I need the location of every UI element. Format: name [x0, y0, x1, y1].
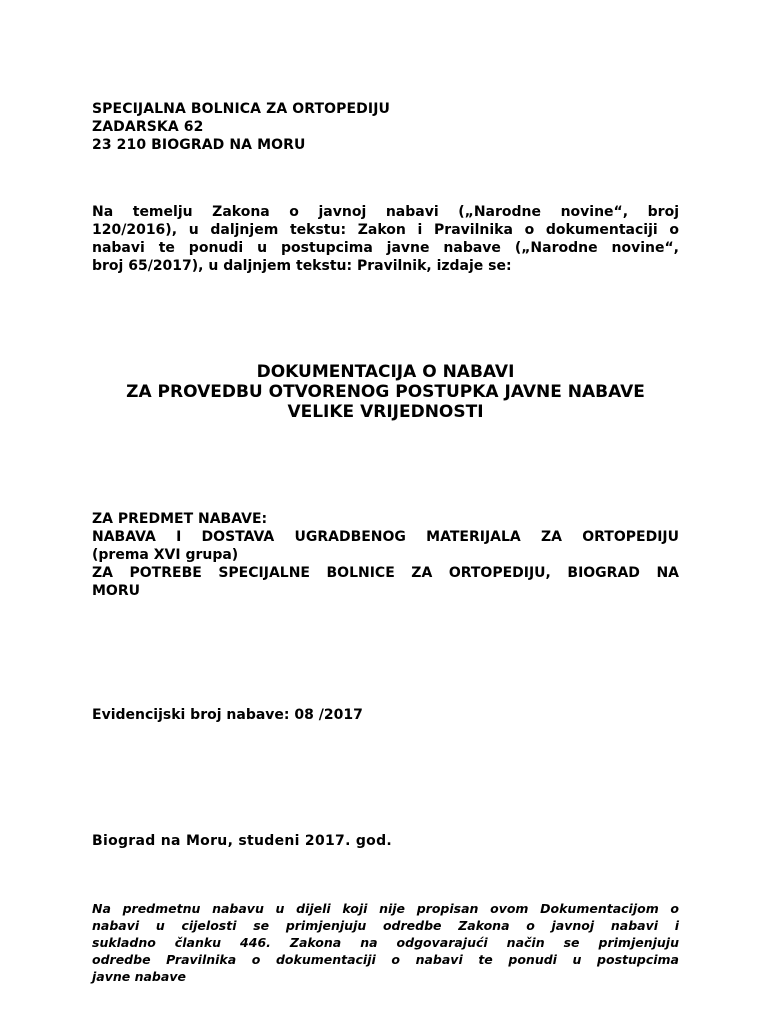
intro-line: Na temelju Zakona o javnoj nabavi („Narodne novine“, broj — [92, 204, 679, 220]
subject-label: ZA PREDMET NABAVE: — [92, 511, 268, 527]
evidence-number-text: Evidencijski broj nabave: 08 /2017 — [92, 707, 363, 723]
note-line: Na predmetnu nabavu u dijeli koji nije propisan ovom Dokumentacijom o — [92, 901, 679, 916]
subject-line: MORU — [92, 583, 140, 599]
institution-city: 23 210 BIOGRAD NA MORU — [92, 137, 306, 153]
note-line: nabavi u cijelosti se primjenjuju odredbe Zakona o javnoj nabavi i — [92, 918, 679, 933]
subject-line: NABAVA I DOSTAVA UGRADBENOG MATERIJALA ZA ORTOPEDIJU — [92, 529, 679, 545]
institution-name: SPECIJALNA BOLNICA ZA ORTOPEDIJU — [92, 101, 390, 117]
intro-paragraph — [92, 203, 679, 275]
place-and-date-text: Biograd na Moru, studeni 2017. god. — [92, 833, 393, 849]
note-line: sukladno članku 446. Zakona na odgovarajući način se primjenjuju — [92, 935, 679, 950]
subject-line: ZA POTREBE SPECIJALNE BOLNICE ZA ORTOPEDIJU, BIOGRAD NA — [92, 565, 679, 581]
note-line: javne nabave — [92, 969, 186, 984]
note-line: odredbe Pravilnika o dokumentaciji o nabavi te ponudi u postupcima — [92, 952, 679, 967]
evidence-number — [92, 706, 679, 724]
legal-note — [92, 900, 679, 985]
document-title — [92, 362, 679, 422]
title-line-1: DOKUMENTACIJA O NABAVI — [256, 362, 515, 382]
title-line-2: ZA PROVEDBU OTVORENOG POSTUPKA JAVNE NABAVE — [126, 382, 645, 402]
subject-line: (prema XVI grupa) — [92, 547, 239, 563]
procurement-subject — [92, 510, 679, 600]
institution-address — [92, 100, 679, 154]
institution-street: ZADARSKA 62 — [92, 119, 204, 135]
intro-line: nabavi te ponudi u postupcima javne nabave („Narodne novine“, — [92, 240, 679, 256]
place-and-date — [92, 832, 679, 850]
intro-line: broj 65/2017), u daljnjem tekstu: Pravilnik, izdaje se: — [92, 258, 512, 274]
title-line-3: VELIKE VRIJEDNOSTI — [287, 402, 484, 422]
intro-line: 120/2016), u daljnjem tekstu: Zakon i Pravilnika o dokumentaciji o — [92, 222, 679, 238]
